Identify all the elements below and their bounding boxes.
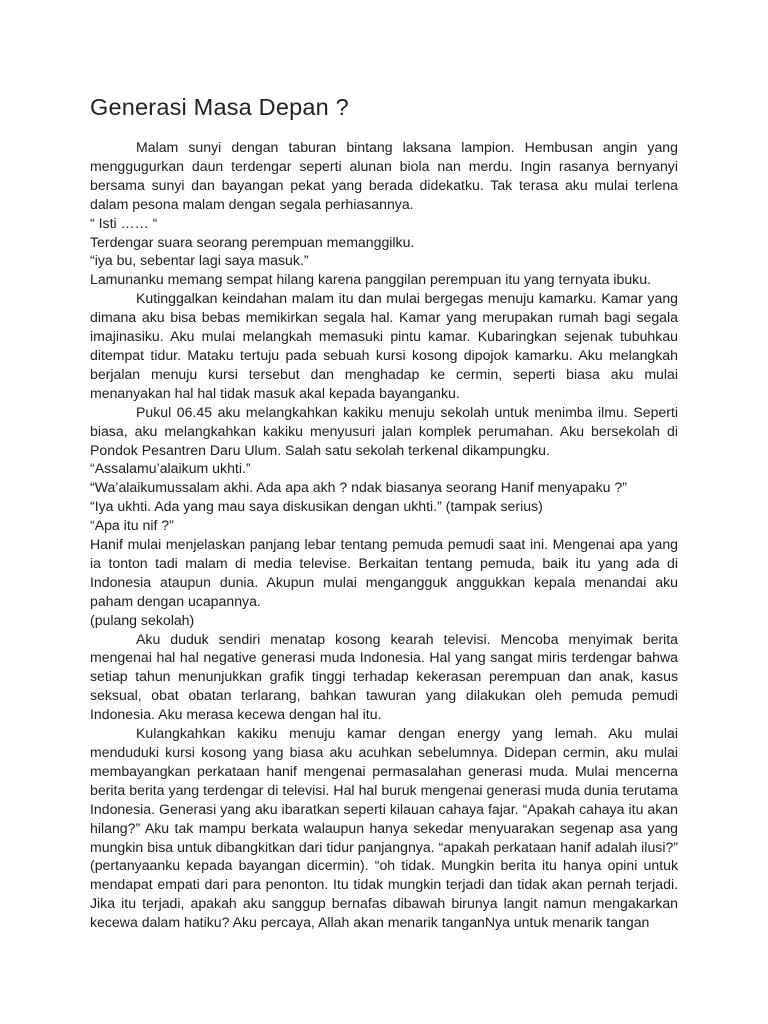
paragraph: Malam sunyi dengan taburan bintang laksana lampion. Hembusan angin yang menggugurkan daun terdengar seperti alunan biola nan merdu. Ingin rasanya bernyanyi bersama sunyi dan bayangan pekat yang berada didekatku. Tak terasa aku mulai terlena dalam pesona malam dengan segala perhiasannya. [90,139,678,212]
paragraph: Pukul 06.45 aku melangkahkan kakiku menuju sekolah untuk menimba ilmu. Seperti biasa, aku melangkahkan kakiku menyusuri jalan komplek perumahan. Aku bersekolah di Pondok Pesantren Daru Ulum. Salah satu sekolah terkenal dikampungku. [90,403,678,458]
paragraph: “Wa’alaikumussalam akhi. Ada apa akh ? ndak biasanya seorang Hanif menyapaku ?” [90,479,627,496]
paragraph: Lamunanku memang sempat hilang karena panggilan perempuan itu yang ternyata ibuku. [90,271,651,288]
paragraph: Aku duduk sendiri menatap kosong kearah televisi. Mencoba menyimak berita mengenai hal hal negative generasi muda Indonesia. Hal yang sangat miris terdengar bahwa setiap tahun menunjukkan grafik tinggi terhadap kekerasan perempuan dan anak, kasus seksual, obat obatan terlarang, bahkan tawuran yang dilakukan oleh pemuda pemudi Indonesia. Aku merasa kecewa dengan hal itu. [90,630,678,723]
paragraph: Kutinggalkan keindahan malam itu dan mulai bergegas menuju kamarku. Kamar yang dimana aku bisa bebas memikirkan segala hal. Kamar yang merupakan rumah bagi segala imajinasiku. Aku mulai melangkah memasuki pintu kamar. Kubaringkan sejenak tubuhkau ditempat tidur. Mataku tertuju pada sebuah kursi kosong dipojok kamarku. Aku melangkah berjalan menuju kursi tersebut dan menghadap ke cermin, seperti biasa aku mulai menanyakan hal hal tidak masuk akal kepada bayanganku. [90,290,678,401]
document-body [90,138,678,932]
paragraph: Terdengar suara seorang perempuan memanggilku. [90,233,415,250]
paragraph: (pulang sekolah) [90,611,195,628]
paragraph: Kulangkahkan kakiku menuju kamar dengan energy yang lemah. Aku mulai menduduki kursi kosong yang biasa aku acuhkan sebelumnya. Didepan cermin, aku mulai membayangkan perkataan hanif mengenai permasalahan generasi muda. Mulai mencerna berita berita yang terdengar di televisi. Hal hal buruk mengenai generasi muda dunia terutama Indonesia. Generasi yang aku ibaratkan seperti kilauan cahaya fajar. “Apakah cahaya itu akan hilang?” Aku tak mampu berkata walaupun hanya sekedar menyuarakan segenap asa yang mungkin bisa untuk dibangkitkan dari tidur panjangnya. “apakah perkataan hanif adalah ilusi?” (pertanyaanku kepada bayangan dicermin). “oh tidak. Mungkin berita itu hanya opini untuk mendapat empati dari para penonton. Itu tidak mungkin terjadi dan tidak akan pernah terjadi. Jika itu terjadi, apakah aku sanggup bernafas dibawah birunya langit namun mengakarkan kecewa dalam hatiku? Aku percaya, Allah akan menarik tanganNya untuk menarik tangan [90,725,678,931]
paragraph: “Assalamu’alaikum ukhti.” [90,460,251,477]
document-title: Generasi Masa Depan ? [90,94,349,120]
paragraph: “Apa itu nif ?” [90,517,174,534]
paragraph: Hanif mulai menjelaskan panjang lebar tentang pemuda pemudi saat ini. Mengenai apa yang ia tonton tadi malam di media televise. Berkaitan tentang pemuda, baik itu yang ada di Indonesia ataupun dunia. Akupun mulai mengangguk anggukkan kepala menandai aku paham dengan ucapannya. [90,536,678,609]
paragraph: “iya bu, sebentar lagi saya masuk.” [90,252,309,269]
paragraph: “ Isti …… “ [90,214,158,231]
paragraph: “Iya ukhti. Ada yang mau saya diskusikan dengan ukhti.” (tampak serius) [90,498,543,515]
